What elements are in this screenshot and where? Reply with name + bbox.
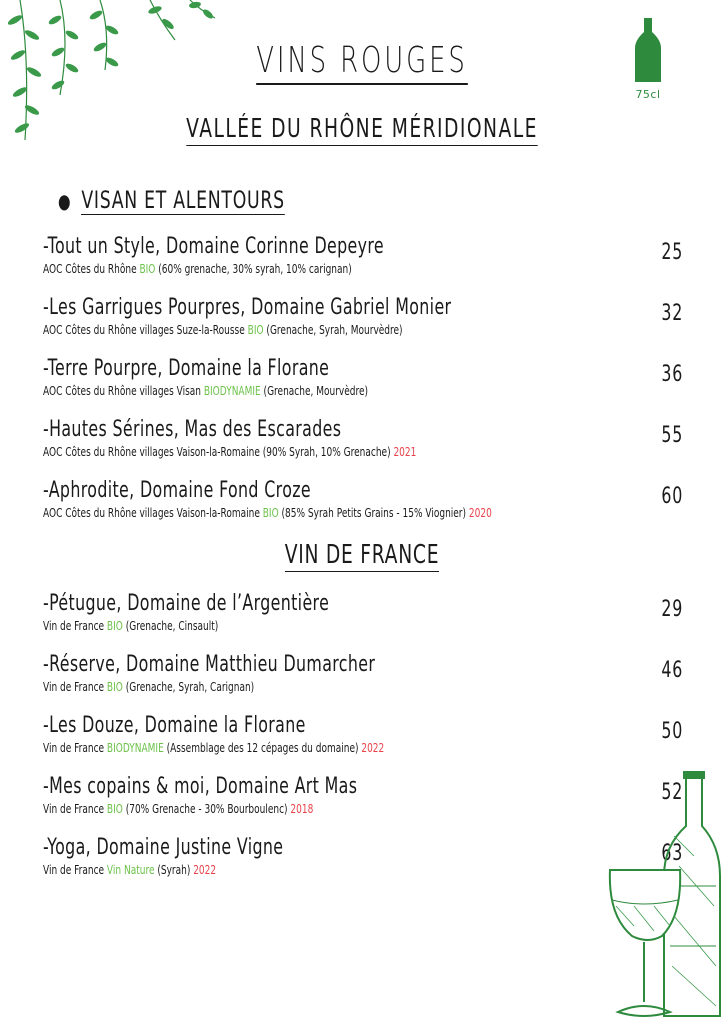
wine-appellation: AOC Côtes du Rhône villages Vaison-la-Romaine (90% Syrah, 10% Grenache) <box>43 444 394 459</box>
glass-and-bottle-illustration-icon <box>604 766 722 1022</box>
wine-appellation: Vin de France <box>43 801 107 816</box>
wine-label-tag: BIO <box>106 801 123 816</box>
wine-grapes: (60% grenache, 30% syrah, 10% carignan) <box>155 261 352 276</box>
wine-grapes: (Grenache, Mourvèdre) <box>260 383 369 398</box>
wine-name: -Hautes Sérines, Mas des Escarades <box>43 417 342 442</box>
wine-grapes: (Grenache, Syrah, Mourvèdre) <box>263 322 403 337</box>
wine-name: -Mes copains & moi, Domaine Art Mas <box>43 774 358 799</box>
wine-appellation: AOC Côtes du Rhône villages Vaison-la-Romaine <box>43 505 263 520</box>
wine-name: -Les Garrigues Pourpres, Domaine Gabriel Monier <box>43 295 452 320</box>
wine-item <box>43 356 683 406</box>
wine-label-tag: BIO <box>106 618 123 633</box>
wine-item <box>43 591 683 641</box>
wine-price: 46 <box>661 658 683 683</box>
wine-description <box>43 261 352 276</box>
wine-vintage: 2018 <box>290 801 314 816</box>
wine-description <box>43 740 384 755</box>
wine-item <box>43 234 683 284</box>
wine-grapes: (Grenache, Syrah, Carignan) <box>122 679 255 694</box>
wine-appellation: Vin de France <box>43 740 107 755</box>
wine-name: -Pétugue, Domaine de l’Argentière <box>43 591 330 616</box>
wine-item <box>43 835 683 885</box>
wine-label-tag: Vin Nature <box>106 862 155 877</box>
wine-name: -Les Douze, Domaine la Florane <box>43 713 306 738</box>
bullet-icon: ● <box>58 189 72 213</box>
section-heading-visan: ● VISAN ET ALENTOURS <box>58 186 285 214</box>
wine-price: 52 <box>661 780 683 805</box>
wine-item <box>43 652 683 702</box>
wine-price: 60 <box>661 484 683 509</box>
region-subtitle: VALLÉE DU RHÔNE MÉRIDIONALE <box>186 114 538 144</box>
wine-item <box>43 478 683 528</box>
wine-appellation: Vin de France <box>43 862 107 877</box>
section-heading-vin-de-france: VIN DE FRANCE <box>284 540 440 570</box>
wine-label-tag: BIO <box>139 261 156 276</box>
bottle-icon <box>635 18 661 82</box>
wine-description <box>43 862 216 877</box>
wine-description <box>43 618 218 633</box>
wine-item <box>43 774 683 824</box>
bottle-size-indicator <box>630 18 666 108</box>
wine-appellation: AOC Côtes du Rhône villages Suze-la-Rousse <box>43 322 248 337</box>
wine-name: -Tout un Style, Domaine Corinne Depeyre <box>43 234 385 259</box>
wine-label-tag: BIO <box>247 322 264 337</box>
wine-vintage: 2021 <box>393 444 417 459</box>
wine-appellation: Vin de France <box>43 618 107 633</box>
wine-price: 32 <box>661 301 683 326</box>
wine-vintage: 2020 <box>468 505 492 520</box>
wine-description <box>43 801 313 816</box>
wine-appellation: AOC Côtes du Rhône villages Visan <box>43 383 204 398</box>
wine-description <box>43 383 368 398</box>
page-title: VINS ROUGES <box>101 40 622 81</box>
wine-price: 29 <box>661 597 683 622</box>
wine-name: -Réserve, Domaine Matthieu Dumarcher <box>43 652 376 677</box>
wine-name: -Terre Pourpre, Domaine la Florane <box>43 356 330 381</box>
wine-price: 36 <box>661 362 683 387</box>
wine-name: -Yoga, Domaine Justine Vigne <box>43 835 284 860</box>
wine-grapes: (70% Grenache - 30% Bourboulenc) <box>122 801 291 816</box>
wine-name: -Aphrodite, Domaine Fond Croze <box>43 478 312 503</box>
wine-grapes: (Assemblage des 12 cépages du domaine) <box>163 740 362 755</box>
wine-appellation: AOC Côtes du Rhône <box>43 261 140 276</box>
wine-label-tag: BIO <box>262 505 279 520</box>
wine-price: 55 <box>661 423 683 448</box>
wine-price: 25 <box>661 240 683 265</box>
wine-item <box>43 713 683 763</box>
wine-item <box>43 417 683 467</box>
wine-grapes: (85% Syrah Petits Grains - 15% Viognier) <box>278 505 469 520</box>
wine-grapes: (Syrah) <box>154 862 194 877</box>
wine-description <box>43 679 254 694</box>
wine-description <box>43 505 492 520</box>
wine-label-tag: BIO <box>106 679 123 694</box>
bottle-size-label: 75cl <box>635 88 661 101</box>
wine-price: 50 <box>661 719 683 744</box>
wine-grapes: (Grenache, Cinsault) <box>122 618 219 633</box>
wine-vintage: 2022 <box>193 862 217 877</box>
wine-description <box>43 322 403 337</box>
wine-item <box>43 295 683 345</box>
wine-price: 63 <box>661 841 683 866</box>
wine-vintage: 2022 <box>361 740 385 755</box>
wine-description <box>43 444 416 459</box>
wine-label-tag: BIODYNAMIE <box>203 383 261 398</box>
wine-appellation: Vin de France <box>43 679 107 694</box>
wine-label-tag: BIODYNAMIE <box>106 740 164 755</box>
